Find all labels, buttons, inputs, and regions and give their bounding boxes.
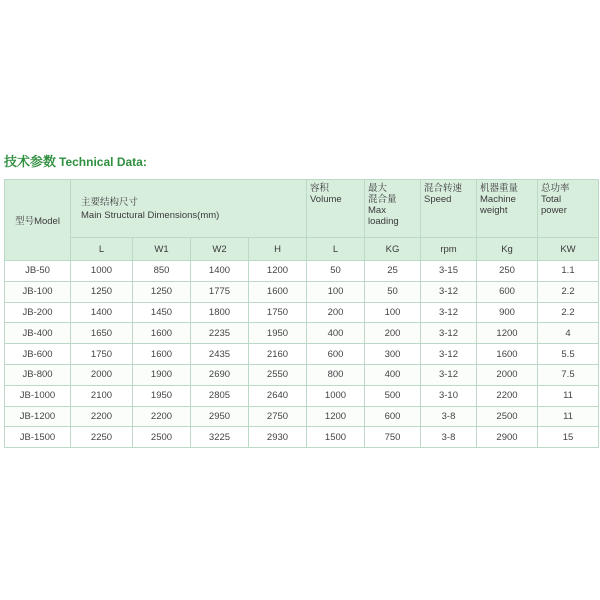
value-cell: 400 <box>307 323 365 344</box>
model-cell: JB-1200 <box>5 406 71 427</box>
header-row-labels <box>5 180 599 238</box>
unit-cell: rpm <box>421 238 477 261</box>
value-cell: 600 <box>477 281 538 302</box>
value-cell: 2100 <box>71 385 133 406</box>
value-cell: 1600 <box>477 344 538 365</box>
model-cell: JB-800 <box>5 364 71 385</box>
table-row <box>5 385 599 406</box>
value-cell: 3-8 <box>421 427 477 448</box>
value-cell: 25 <box>365 261 421 282</box>
unit-cell: L <box>71 238 133 261</box>
page-title <box>4 151 147 169</box>
value-cell: 400 <box>365 364 421 385</box>
value-cell: 100 <box>307 281 365 302</box>
header-speed <box>421 180 477 238</box>
value-cell: 15 <box>538 427 599 448</box>
header-dimensions-en: Main Structural Dimensions(mm) <box>81 209 220 221</box>
value-cell: 2690 <box>191 364 249 385</box>
value-cell: 2805 <box>191 385 249 406</box>
title-zh: 技术参数 <box>4 154 57 169</box>
value-cell: 1200 <box>477 323 538 344</box>
unit-cell: W1 <box>133 238 191 261</box>
table-row <box>5 281 599 302</box>
header-row-units <box>5 238 599 261</box>
header-machine-weight-en2: weight <box>480 205 508 216</box>
unit-cell: KG <box>365 238 421 261</box>
header-max-loading-zh2: 混合量 <box>368 194 397 205</box>
value-cell: 3225 <box>191 427 249 448</box>
unit-cell: H <box>249 238 307 261</box>
value-cell: 1000 <box>71 261 133 282</box>
unit-cell: L <box>307 238 365 261</box>
value-cell: 1600 <box>133 344 191 365</box>
header-dimensions <box>71 180 307 238</box>
value-cell: 2200 <box>133 406 191 427</box>
table-row <box>5 323 599 344</box>
value-cell: 11 <box>538 385 599 406</box>
value-cell: 2250 <box>71 427 133 448</box>
value-cell: 1450 <box>133 302 191 323</box>
value-cell: 5.5 <box>538 344 599 365</box>
value-cell: 1200 <box>307 406 365 427</box>
value-cell: 250 <box>477 261 538 282</box>
value-cell: 1400 <box>71 302 133 323</box>
value-cell: 3-12 <box>421 281 477 302</box>
value-cell: 1250 <box>133 281 191 302</box>
header-machine-weight-en: Machine <box>480 194 516 205</box>
header-speed-en: Speed <box>424 194 452 205</box>
value-cell: 1.1 <box>538 261 599 282</box>
table-header <box>5 180 599 261</box>
header-total-power-zh: 总功率 <box>541 183 570 194</box>
value-cell: 2550 <box>249 364 307 385</box>
header-volume-zh: 容积 <box>310 183 330 194</box>
header-volume <box>307 180 365 238</box>
value-cell: 1250 <box>71 281 133 302</box>
technical-data-table <box>4 179 599 448</box>
value-cell: 2.2 <box>538 302 599 323</box>
header-volume-en: Volume <box>310 194 342 205</box>
value-cell: 1200 <box>249 261 307 282</box>
value-cell: 600 <box>307 344 365 365</box>
header-max-loading-en: Max <box>368 205 386 216</box>
value-cell: 3-10 <box>421 385 477 406</box>
header-max-loading-en2: loading <box>368 216 399 227</box>
value-cell: 3-12 <box>421 364 477 385</box>
header-max-loading-zh: 最大 <box>368 183 388 194</box>
table-body <box>5 261 599 448</box>
value-cell: 200 <box>307 302 365 323</box>
table-row <box>5 302 599 323</box>
header-model: 型号Model <box>5 180 71 261</box>
value-cell: 3-12 <box>421 344 477 365</box>
header-max-loading <box>365 180 421 238</box>
value-cell: 3-15 <box>421 261 477 282</box>
model-cell: JB-200 <box>5 302 71 323</box>
model-cell: JB-1500 <box>5 427 71 448</box>
value-cell: 2950 <box>191 406 249 427</box>
value-cell: 1775 <box>191 281 249 302</box>
value-cell: 2235 <box>191 323 249 344</box>
value-cell: 2900 <box>477 427 538 448</box>
model-cell: JB-1000 <box>5 385 71 406</box>
header-dimensions-zh: 主要结构尺寸 <box>81 196 139 208</box>
value-cell: 300 <box>365 344 421 365</box>
table-row <box>5 364 599 385</box>
value-cell: 2000 <box>477 364 538 385</box>
value-cell: 200 <box>365 323 421 344</box>
value-cell: 2200 <box>71 406 133 427</box>
value-cell: 2500 <box>477 406 538 427</box>
model-cell: JB-100 <box>5 281 71 302</box>
value-cell: 750 <box>365 427 421 448</box>
value-cell: 1900 <box>133 364 191 385</box>
value-cell: 2.2 <box>538 281 599 302</box>
header-total-power-en2: power <box>541 205 567 216</box>
value-cell: 2930 <box>249 427 307 448</box>
unit-cell: Kg <box>477 238 538 261</box>
value-cell: 2160 <box>249 344 307 365</box>
value-cell: 1750 <box>249 302 307 323</box>
header-total-power-en: Total <box>541 194 562 205</box>
value-cell: 1400 <box>191 261 249 282</box>
header-machine-weight-zh: 机器重量 <box>480 183 519 194</box>
value-cell: 2000 <box>71 364 133 385</box>
value-cell: 1650 <box>71 323 133 344</box>
model-cell: JB-600 <box>5 344 71 365</box>
value-cell: 800 <box>307 364 365 385</box>
model-cell: JB-400 <box>5 323 71 344</box>
value-cell: 4 <box>538 323 599 344</box>
value-cell: 3-8 <box>421 406 477 427</box>
table-row <box>5 344 599 365</box>
value-cell: 1500 <box>307 427 365 448</box>
table-row <box>5 261 599 282</box>
model-cell: JB-50 <box>5 261 71 282</box>
value-cell: 2640 <box>249 385 307 406</box>
value-cell: 11 <box>538 406 599 427</box>
value-cell: 1950 <box>249 323 307 344</box>
value-cell: 3-12 <box>421 323 477 344</box>
value-cell: 2200 <box>477 385 538 406</box>
value-cell: 1000 <box>307 385 365 406</box>
value-cell: 2435 <box>191 344 249 365</box>
unit-cell: W2 <box>191 238 249 261</box>
value-cell: 3-12 <box>421 302 477 323</box>
table-row <box>5 427 599 448</box>
value-cell: 1600 <box>249 281 307 302</box>
unit-cell: KW <box>538 238 599 261</box>
header-total-power <box>538 180 599 238</box>
value-cell: 100 <box>365 302 421 323</box>
value-cell: 1750 <box>71 344 133 365</box>
value-cell: 900 <box>477 302 538 323</box>
value-cell: 600 <box>365 406 421 427</box>
header-machine-weight <box>477 180 538 238</box>
value-cell: 7.5 <box>538 364 599 385</box>
table-row <box>5 406 599 427</box>
value-cell: 500 <box>365 385 421 406</box>
value-cell: 1600 <box>133 323 191 344</box>
value-cell: 2500 <box>133 427 191 448</box>
value-cell: 1950 <box>133 385 191 406</box>
value-cell: 50 <box>307 261 365 282</box>
header-speed-zh: 混合转速 <box>424 183 463 194</box>
value-cell: 1800 <box>191 302 249 323</box>
value-cell: 50 <box>365 281 421 302</box>
value-cell: 850 <box>133 261 191 282</box>
title-en: Technical Data: <box>59 155 147 169</box>
value-cell: 2750 <box>249 406 307 427</box>
